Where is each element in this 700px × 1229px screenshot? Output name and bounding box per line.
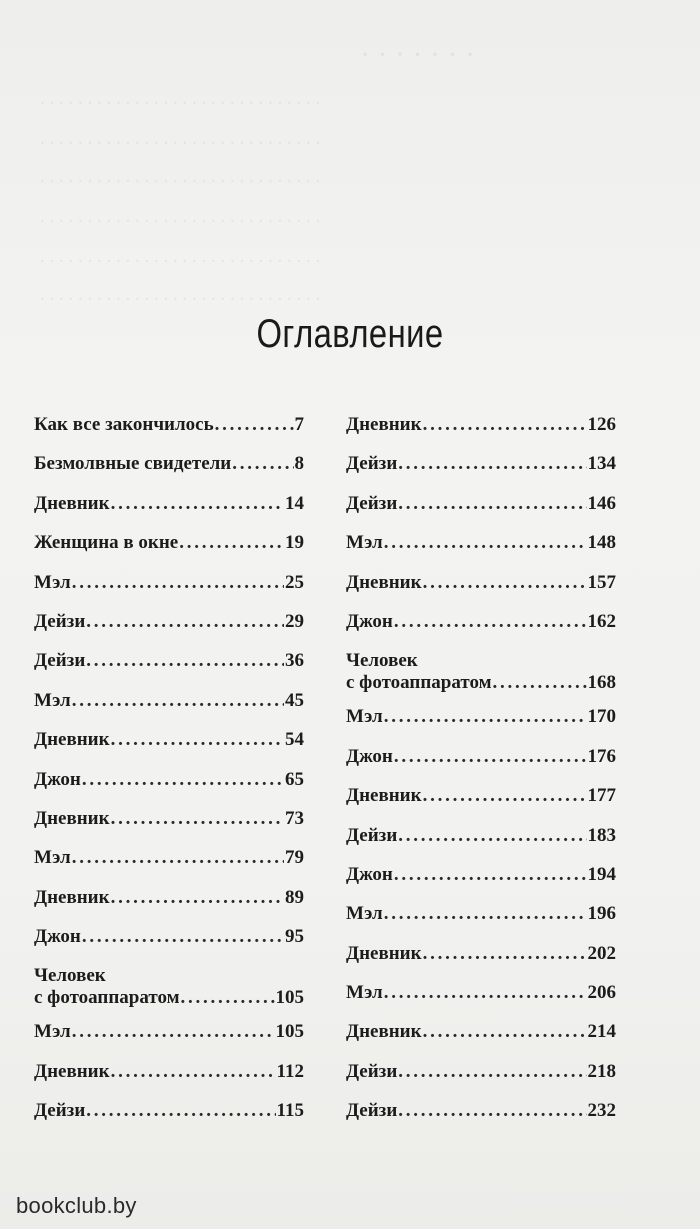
toc-entry[interactable]	[346, 943, 616, 982]
dot-leader	[423, 943, 587, 965]
toc-entry-title: Мэл	[34, 847, 71, 869]
toc-entry[interactable]	[34, 1100, 304, 1139]
dot-leader	[82, 769, 284, 791]
toc-entry-page-number: 73	[285, 807, 304, 829]
toc-entry-title: Дейзи	[346, 1100, 398, 1122]
dot-leader	[82, 926, 284, 948]
dot-leader	[384, 706, 587, 728]
toc-entry[interactable]	[346, 1061, 616, 1100]
toc-entry-page-number: 45	[285, 689, 304, 711]
toc-entry-title: Мэл	[346, 982, 383, 1004]
toc-entry-page-number: 214	[587, 1021, 616, 1043]
dot-leader	[181, 987, 275, 1009]
toc-entry[interactable]	[34, 808, 304, 847]
toc-entry[interactable]	[34, 847, 304, 886]
toc-entry[interactable]	[346, 785, 616, 824]
toc-entry-page-number: 8	[294, 453, 304, 475]
toc-entry-title: Дневник	[34, 807, 110, 829]
toc-entry-title: Дневник	[34, 1060, 110, 1082]
toc-entry[interactable]	[34, 611, 304, 650]
dot-leader	[72, 847, 284, 869]
toc-entry-page-number: 194	[587, 863, 616, 885]
toc-entry-title: Дейзи	[34, 650, 86, 672]
watermark-text: bookclub.by	[16, 1193, 137, 1218]
toc-entry[interactable]	[34, 493, 304, 532]
toc-entry-title: с фотоаппаратом	[346, 672, 492, 694]
dot-leader	[111, 808, 284, 830]
toc-right-column	[346, 414, 616, 1140]
toc-entry-title: Мэл	[34, 571, 71, 593]
toc-entry-page-number: 54	[285, 729, 304, 751]
toc-entry-page-number: 36	[285, 650, 304, 672]
toc-entry[interactable]	[34, 453, 304, 492]
toc-entry-page-number: 89	[285, 886, 304, 908]
dot-leader	[398, 453, 586, 475]
dot-leader	[72, 1021, 275, 1043]
toc-entry-page-number: 134	[587, 453, 616, 475]
dot-leader	[423, 572, 587, 594]
dot-leader	[86, 611, 284, 633]
toc-entry[interactable]	[346, 532, 616, 571]
toc-entry-page-number: 176	[587, 745, 616, 767]
toc-entry-page-number: 19	[285, 532, 304, 554]
toc-entry-page-number: 196	[587, 903, 616, 925]
toc-entry-page-number: 105	[275, 1021, 304, 1043]
toc-entry-title: Джон	[346, 610, 393, 632]
dot-leader	[398, 1100, 586, 1122]
toc-entry-page-number: 105	[275, 987, 304, 1009]
toc-entry-page-number: 157	[587, 571, 616, 593]
toc-entry-title: Дейзи	[34, 1100, 86, 1122]
dot-leader	[72, 572, 284, 594]
toc-entry-title: Дейзи	[346, 1060, 398, 1082]
toc-entry-page-number: 7	[294, 414, 304, 435]
toc-entry[interactable]	[346, 1021, 616, 1060]
toc-entry[interactable]	[34, 650, 304, 689]
toc-entry-page-number: 79	[285, 847, 304, 869]
toc-entry-title: Дейзи	[34, 610, 86, 632]
toc-entry-page-number: 177	[587, 785, 616, 807]
toc-entry-page-number: 183	[587, 824, 616, 846]
toc-entry[interactable]	[34, 572, 304, 611]
dot-leader	[111, 1061, 276, 1083]
dot-leader	[111, 887, 284, 909]
toc-entry-title-line1: Человек	[346, 650, 418, 672]
toc-entry[interactable]	[346, 746, 616, 785]
toc-entry-title: Дейзи	[346, 453, 398, 475]
toc-entry[interactable]	[34, 965, 304, 1021]
dot-leader	[394, 864, 587, 886]
toc-entry-page-number: 148	[587, 532, 616, 554]
toc-entry[interactable]	[34, 690, 304, 729]
toc-entry-title: Мэл	[346, 903, 383, 925]
toc-entry-title: Джон	[34, 768, 81, 790]
toc-entry-page-number: 95	[285, 926, 304, 948]
toc-entry-title: Дневник	[346, 1021, 422, 1043]
toc-entry-title: Женщина в окне	[34, 532, 179, 554]
toc-entry[interactable]	[346, 1100, 616, 1139]
toc-entry[interactable]	[34, 532, 304, 571]
bleed-through-text: · · · · · · · . . . . . . . . . . . . . . . . . . . . . . . . . . . . . . . . . . . . . . . . . . . . . . . . . . . . . . . . . . . . . . . . . . . . . . . . . . . . . . . . . . . . . . . . . . . . . . . . . . . . . . . . . . . . . . . . . . . . . . . . . . . . . . . . . . . . . . . . . . . . . . . . . . . . . . . . . . . . . . . . . . . . . . . . . . . . . . . . . . . .	[40, 38, 475, 305]
toc-entry-title: Дневник	[346, 571, 422, 593]
toc-entry-title: Джон	[346, 863, 393, 885]
toc-entry[interactable]	[346, 982, 616, 1021]
dot-leader	[179, 532, 284, 554]
toc-left-column	[34, 414, 304, 1140]
toc-entry-page-number: 218	[587, 1060, 616, 1082]
toc-entry-page-number: 126	[587, 414, 616, 435]
toc-entry-page-number: 65	[285, 768, 304, 790]
toc-entry-title: Дневник	[346, 942, 422, 964]
toc-entry-title: Дейзи	[346, 824, 398, 846]
toc-entry-page-number: 232	[587, 1100, 616, 1122]
dot-leader	[398, 1061, 586, 1083]
toc-entry[interactable]	[346, 453, 616, 492]
toc-entry-title: Джон	[346, 745, 393, 767]
dot-leader	[384, 982, 587, 1004]
dot-leader	[86, 1100, 275, 1122]
dot-leader	[423, 1021, 587, 1043]
toc-entry[interactable]	[346, 493, 616, 532]
toc-entry-title: Мэл	[346, 532, 383, 554]
dot-leader	[72, 690, 284, 712]
toc-entry-title: Безмолвные свидетели	[34, 453, 232, 475]
toc-entry[interactable]	[34, 926, 304, 965]
toc-entry[interactable]	[346, 414, 616, 453]
toc-entry[interactable]	[346, 572, 616, 611]
toc-entry[interactable]	[346, 903, 616, 942]
dot-leader	[398, 825, 586, 847]
dot-leader	[493, 672, 587, 694]
toc-entry-page-number: 162	[587, 610, 616, 632]
toc-entry[interactable]	[34, 887, 304, 926]
toc-entry-title: Дневник	[34, 492, 110, 514]
toc-entry[interactable]	[346, 864, 616, 903]
dot-leader	[215, 414, 294, 436]
toc-entry[interactable]	[34, 414, 304, 453]
toc-entry[interactable]	[346, 611, 616, 650]
dot-leader	[111, 729, 284, 751]
toc-entry-title: с фотоаппаратом	[34, 987, 180, 1009]
dot-leader	[232, 453, 293, 475]
toc-heading: Оглавление	[256, 312, 444, 356]
toc-entry[interactable]	[346, 650, 616, 706]
toc-entry[interactable]	[346, 706, 616, 745]
dot-leader	[384, 903, 587, 925]
toc-entry-title: Дневник	[346, 785, 422, 807]
dot-leader	[384, 532, 587, 554]
dot-leader	[423, 414, 587, 436]
toc-entry-page-number: 115	[276, 1100, 304, 1122]
toc-entry[interactable]	[346, 825, 616, 864]
toc-entry-title-line1: Человек	[34, 965, 106, 987]
toc-entry-title: Мэл	[346, 706, 383, 728]
toc-entry-page-number: 170	[587, 706, 616, 728]
dot-leader	[398, 493, 586, 515]
toc-entry-page-number: 112	[276, 1060, 304, 1082]
toc-entry-title: Дневник	[346, 414, 422, 435]
toc-entry-title: Мэл	[34, 689, 71, 711]
toc-entry[interactable]	[34, 729, 304, 768]
dot-leader	[423, 785, 587, 807]
toc-entry[interactable]	[34, 1021, 304, 1060]
toc-entry-title: Мэл	[34, 1021, 71, 1043]
dot-leader	[394, 611, 587, 633]
toc-entry-page-number: 14	[285, 492, 304, 514]
toc-entry-title: Дневник	[34, 729, 110, 751]
toc-entry-page-number: 146	[587, 492, 616, 514]
toc-entry-title: Дневник	[34, 886, 110, 908]
toc-entry[interactable]	[34, 1061, 304, 1100]
toc-entry-page-number: 206	[587, 982, 616, 1004]
toc-entry-title: Джон	[34, 926, 81, 948]
dot-leader	[111, 493, 284, 515]
toc-entry[interactable]	[34, 769, 304, 808]
toc-entry-title: Как все закончилось	[34, 414, 214, 435]
toc-entry-title: Дейзи	[346, 492, 398, 514]
toc-entry-page-number: 202	[587, 942, 616, 964]
toc-entry-page-number: 168	[587, 672, 616, 694]
toc-entry-page-number: 29	[285, 610, 304, 632]
toc-entry-page-number: 25	[285, 571, 304, 593]
dot-leader	[394, 746, 587, 768]
dot-leader	[86, 650, 284, 672]
